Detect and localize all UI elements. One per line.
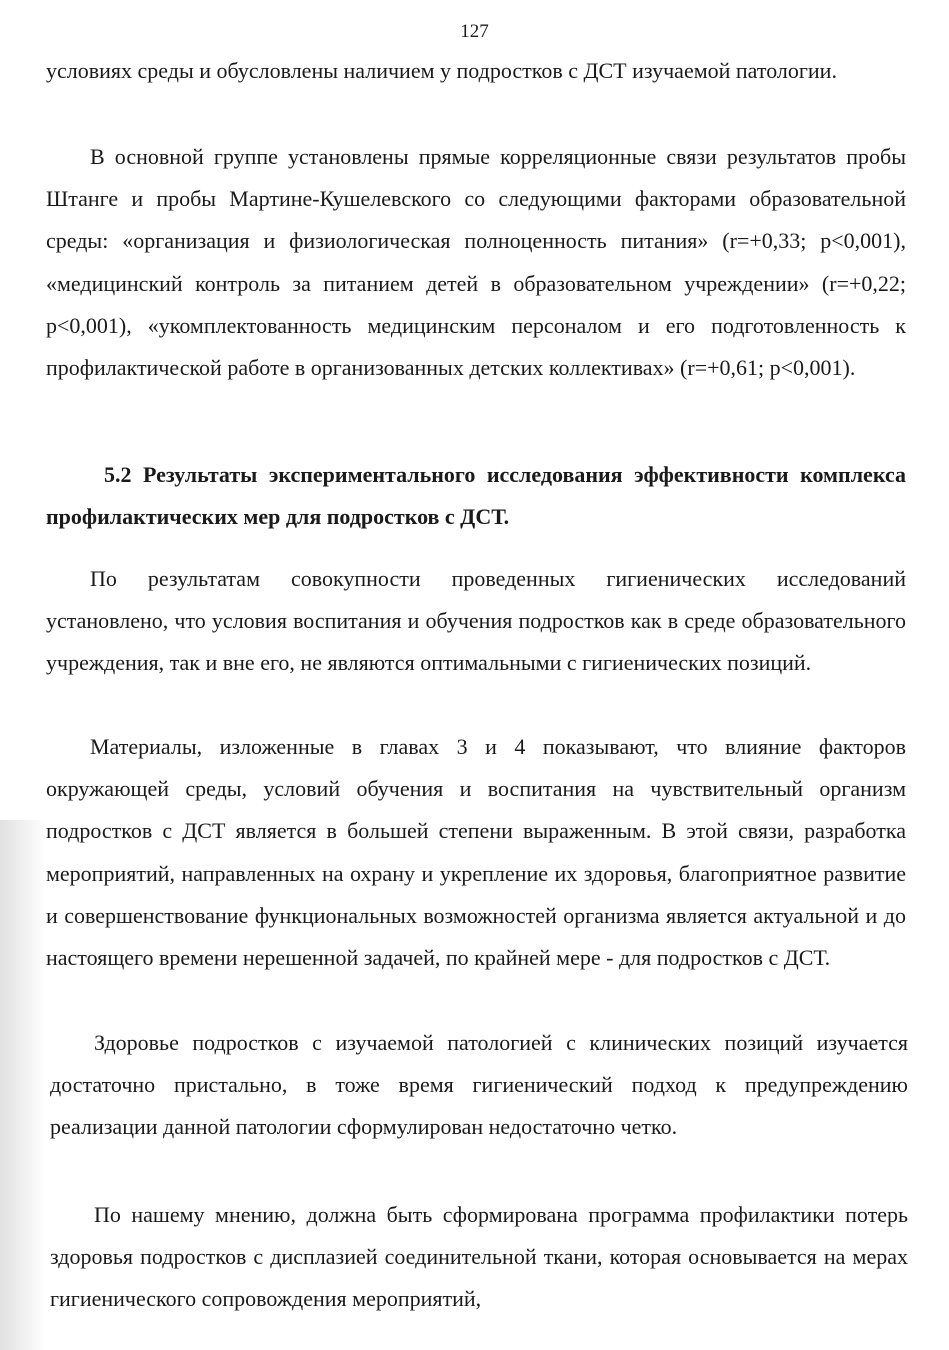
scan-edge-shadow xyxy=(0,820,46,1350)
paragraph-continuation: условиях среды и обусловлены наличием у подростков с ДСТ изучаемой патологии. xyxy=(46,58,837,83)
paragraph-opinion: По нашему мнению, должна быть сформирована программа профилактики потерь здоровья подростков с дисплазией соединительной ткани, которая основывается на мерах гигиенического сопровождения мероприятий, xyxy=(50,1202,908,1312)
paragraph-materials: Материалы, изложенные в главах 3 и 4 показывают, что влияние факторов окружающей среды, условий обучения и воспитания на чувствительный организм подростков с ДСТ является в большей степени выраженным. В этой связи, разработка мероприятий, направленных на охрану и укрепление их здоровья, благоприятное развитие и совершенствование функциональных возможностей организма является актуальной и до настоящего времени нерешенной задачей, по крайней мере - для подростков с ДСТ. xyxy=(46,734,906,971)
section-heading: 5.2 Результаты экспериментального исследования эффективности комплекса профилактических мер для подростков с ДСТ. xyxy=(46,462,906,529)
paragraph-correlations: В основной группе установлены прямые корреляционные связи результатов пробы Штанге и пробы Мартине-Кушелевского со следующими факторами образовательной среды: «организация и физиологическая полноценность питания» (r=+0,33; p<0,001), «медицинский контроль за питанием детей в образовательном учреждении» (r=+0,22; p<0,001), «укомплектованность медицинским персоналом и его подготовленность к профилактической работе в организованных детских коллективах» (r=+0,61; p<0,001). xyxy=(46,144,906,381)
paragraph-health: Здоровье подростков с изучаемой патологией с клинических позиций изучается достаточно пристально, в тоже время гигиенический подход к предупреждению реализации данной патологии сформулирован недостаточно четко. xyxy=(50,1030,908,1140)
paragraph-results: По результатам совокупности проведенных гигиенических исследований установлено, что условия воспитания и обучения подростков как в среде образовательного учреждения, так и вне его, не являются оптимальными с гигиенических позиций. xyxy=(46,566,906,676)
page-number: 127 xyxy=(460,21,489,42)
